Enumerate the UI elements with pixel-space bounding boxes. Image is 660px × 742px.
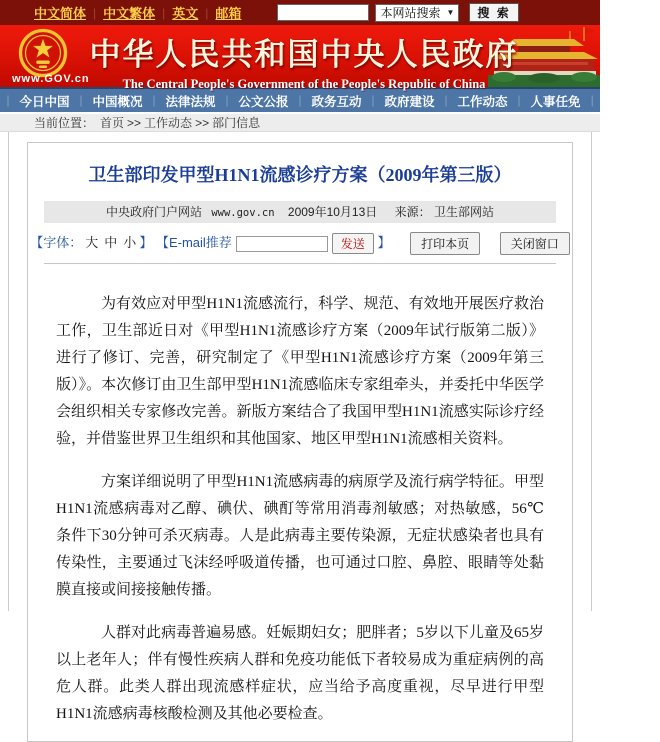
email-recommend-input[interactable] [236, 236, 328, 252]
site-banner [0, 25, 600, 91]
site-title: 中华人民共和国中央人民政府 [89, 37, 519, 72]
breadcrumb-item [212, 114, 266, 131]
search-button[interactable]: 搜 索 [469, 3, 518, 22]
breadcrumb-link[interactable]: 首页 [100, 116, 125, 130]
separator: ｜ [513, 95, 525, 108]
nav-link[interactable]: 政务互动 [311, 94, 362, 109]
meta-site: 中央政府门户网站 [105, 205, 202, 219]
breadcrumb-item [144, 114, 212, 131]
nav-link[interactable]: 人事任免 [530, 94, 581, 109]
nav-link[interactable]: 今日中国 [19, 94, 70, 109]
breadcrumb-label: 当前位置： [34, 116, 95, 130]
separator: ｜ [367, 95, 379, 108]
article-body [28, 265, 572, 728]
nav-item [159, 92, 232, 110]
article-paragraph: 人群对此病毒普遍易感。妊娠期妇女；肥胖者；5岁以下儿童及65岁以上老年人；伴有慢性疾病人群和免疫功能低下者较易成为重症病例的高危人群。此类人群出现流感样症状，应当给予高度重视，尽早进行甲型H1N1流感病毒核酸检测及其他必要检查。 [56, 625, 544, 723]
font-size-link[interactable]: 大 [85, 235, 99, 250]
separator: | [93, 5, 97, 20]
language-links [34, 3, 255, 22]
nav-link[interactable]: 法律法规 [165, 94, 216, 109]
font-size-link[interactable]: 小 [123, 235, 137, 250]
separator: ｜ [75, 95, 87, 108]
language-item [103, 3, 172, 22]
language-link[interactable]: 英文 [172, 6, 199, 21]
email-bracket-open: 【E-mail推荐 [155, 235, 232, 250]
separator: >> [195, 115, 210, 130]
separator: >> [127, 115, 142, 130]
separator: ｜ [440, 95, 452, 108]
language-link[interactable]: 中文简体 [34, 6, 87, 21]
print-button[interactable]: 打印本页 [410, 232, 480, 255]
send-button[interactable]: 发送 [332, 233, 374, 254]
banner-site-url: www.GOV.cn [12, 73, 90, 85]
nav-item [598, 92, 660, 110]
nav-item [379, 92, 452, 110]
breadcrumb-items [100, 114, 266, 131]
article-paragraph: 方案详细说明了甲型H1N1流感病毒的病原学及流行病学特征。甲型H1N1流感病毒对乙醇、碘伏、碘酊等常用消毒剂敏感；对热敏感，56℃条件下30分钟可杀灭病毒。人是此病毒主要传染源，无症状感染者也具有传染性，主要通过飞沫经呼吸道传播，也可通过口腔、鼻腔、眼睛等处黏膜直接或间接接触传播。 [56, 474, 544, 599]
search-input[interactable] [277, 4, 369, 21]
close-window-button[interactable]: 关闭窗口 [500, 232, 570, 255]
meta-origin-label: 来源： [394, 205, 431, 219]
nav-link[interactable]: 公文公报 [238, 94, 289, 109]
email-bracket-close: 】 [377, 235, 391, 250]
language-item [172, 3, 215, 22]
nav-item [525, 92, 598, 110]
separator: ｜ [586, 95, 598, 108]
language-item [34, 3, 103, 22]
breadcrumb-link[interactable]: 部门信息 [212, 116, 261, 130]
font-size-link[interactable]: 中 [104, 235, 118, 250]
nav-link[interactable]: 工作动态 [457, 94, 508, 109]
site-subtitle: The Central People's Government of the People's Republic of China [122, 77, 486, 91]
article-paragraph: 为有效应对甲型H1N1流感流行，科学、规范、有效地开展医疗救治工作，卫生部近日对《甲型H1N1流感诊疗方案（2009年试行版第二版）》进行了修订、完善，研究制定了《甲型H1N1流感诊疗方案（2009年第三版）》。本次修订由卫生部甲型H1N1流感临床专家组牵头，并委托中华医学会组织相关专家修改完善。新版方案结合了我国甲型H1N1流感实际诊疗经验，并借鉴世界卫生组织和其他国家、地区甲型H1N1流感相关资料。 [56, 296, 544, 448]
nav-item [13, 92, 86, 110]
separator: | [205, 5, 209, 20]
nav-link[interactable]: 中国概况 [92, 94, 143, 109]
banner-titles [88, 29, 520, 92]
article-title: 卫生部印发甲型H1N1流感诊疗方案（2009年第三版） [88, 165, 512, 185]
meta-date: 2009年10月13日 [287, 205, 378, 219]
breadcrumb-link[interactable]: 工作动态 [144, 116, 193, 130]
separator: ｜ [148, 95, 160, 108]
language-link[interactable]: 邮箱 [215, 6, 242, 21]
nav-item [306, 92, 379, 110]
separator: ｜ [2, 95, 14, 108]
nav-item [0, 92, 13, 110]
font-bracket-open: 【字体： [30, 235, 83, 250]
separator: ｜ [221, 95, 233, 108]
article-meta [44, 201, 556, 223]
separator: ｜ [294, 95, 306, 108]
site-search [277, 3, 518, 22]
nav-link[interactable]: 新闻发布 [603, 94, 654, 109]
search-scope-select[interactable] [375, 4, 459, 22]
chevron-down-icon: ▼ [446, 8, 455, 17]
article-toolbar [28, 232, 572, 255]
separator: | [162, 5, 166, 20]
language-item [215, 3, 255, 22]
article-box [27, 142, 573, 742]
breadcrumb-item [100, 114, 144, 131]
content-wrapper [8, 132, 592, 723]
nav-link[interactable]: 政府建设 [384, 94, 435, 109]
font-bracket-close: 】 [139, 235, 153, 250]
topbar [0, 0, 600, 25]
breadcrumb [0, 114, 600, 132]
meta-url: www.gov.cn [211, 207, 275, 219]
search-scope-label: 本网站搜索 [380, 6, 441, 20]
national-emblem-icon [18, 28, 68, 78]
language-link[interactable]: 中文繁体 [103, 6, 156, 21]
nav-item [452, 92, 525, 110]
font-size-links [82, 235, 139, 250]
meta-origin: 卫生部网站 [434, 205, 495, 219]
nav-item [86, 92, 159, 110]
nav-item [232, 92, 305, 110]
